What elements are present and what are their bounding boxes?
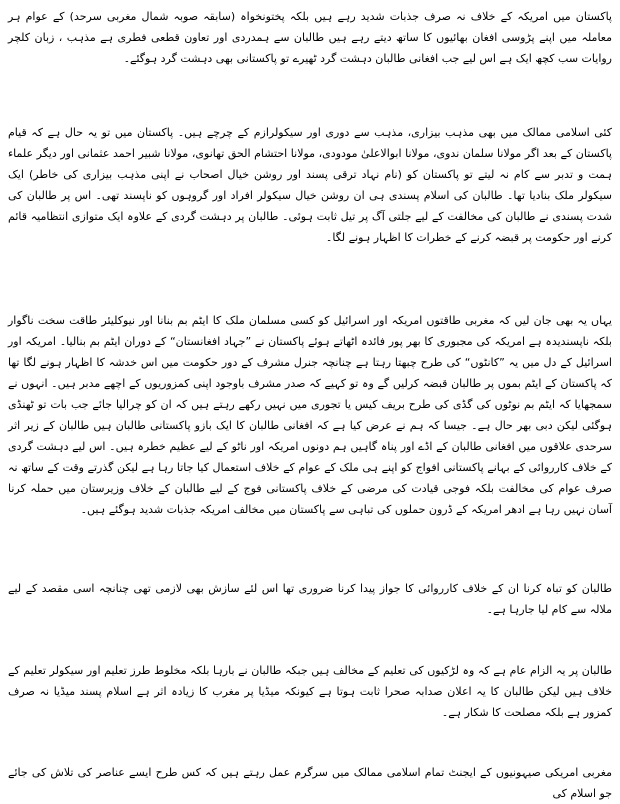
paragraph-3: یہاں یہ بھی جان لیں کہ مغربی طاقتوں امریکہ اور اسرائیل کو کسی مسلمان ملک کا ایٹم بم بنانا اور نیوکلیئر طاقت سخت ناگوار بلکہ ناپسندیدہ ہے امریکہ کی مجبوری کا بھر پور فائدہ اٹھاتے ہوئے پاکستان نے ”جہاد افغانستان“ کے دوران ایٹم بم بنالیا۔ امریکہ اور اسرائیل کے دل میں یہ ”کانٹوں“ کی طرح چبھتا رہتا ہے چنانچہ جنرل مشرف کے دور حکومت میں اس خدشہ کا اظہار ہونے لگا تھا کہ پاکستان کے ایٹم بموں پر طالبان قبضہ کرلیں گے وہ تو کہیے کہ صدر مشرف باوجود اپنی کمزوریوں کے اچھے مدبر ہیں۔ انہوں نے سمجھایا کہ ایٹم بم نوٹوں کی گڈی کی طرح بریف کیس یا تجوری میں نہیں رکھے رہتے ہیں کہ ان کو چرالیا جائے جب بات تو ٹھنڈی ہوگئی لیکن دبی بھر حال ہے۔ جیسا کہ ہم نے عرض کیا ہے کہ افغانی طالبان کا ایک بازو پاکستانی طالبان ہیں طالبان کے زیر اثر سرحدی علاقوں میں افغانی طالبان کے اڈے اور پناہ گاہیں ہم دونوں امریکہ اور ناٹو کے لیے عظیم خطرہ ہیں۔ اس لیے دہشت گردی کے خلاف کارروائی کے بہانے پاکستانی افواج کو اپنے ہی ملک کے عوام کے خلاف استعمال کیا جاتا رہا ہے لیکن گذرتے وقت کے ساتھ نہ صرف عوام کی مخالفت بلکہ فوجی قیادت کی مرضی کے خلاف پاکستانی فوج کے لیے طالبان کے خلاف وزیرستان میں حملہ کرنا آسان نہیں رہا ہے ادھر امریکہ کے ڈرون حملوں کی تباہی سے پاکستان میں مخالف امریکہ جذبات شدید ہوگئے ہیں۔ [8,314,612,516]
paragraph-4: طالبان کو تباہ کرنا ان کے خلاف کارروائی کا جواز پیدا کرنا ضروری تھا اس لئے سازش بھی لازمی تھی چنانچہ اسی مقصد کے لیے ملالہ سے کام لیا جارہا ہے۔ [8,582,612,616]
paragraph-2: کئی اسلامی ممالک میں بھی مذہب بیزاری، مذہب سے دوری اور سیکولرازم کے چرچے ہیں۔ پاکستان میں تو یہ حال ہے کہ قیام پاکستان کے بعد اگر مولانا سلمان ندوی، مولانا ابوالاعلیٰ مودودی، مولانا احتشام الحق تھانوی، مولانا شبیر احمد عثمانی اور دیگر علماء ہمت و تدبر سے کام نہ لیتے تو پاکستان کو (نام نہاد ترقی پسند اور روشن خیال اصحاب نے اپنی مذہب بیزاری کی خاطر) ایک سیکولر ملک بنادیا تھا۔ طالبان کی اسلام پسندی ہی ان روشن خیال سیکولر افراد اور گروہوں کو ناپسند تھی۔ اس پر طالبان کی شدت پسندی نے طالبان کی مخالفت کے لیے جلتی آگ پر تیل ثابت ہوئی۔ طالبان پر دہشت گردی کے علاوہ ایک متوازی انتظامیہ قائم کرنے اور حکومت پر قبضہ کرنے کے خطرات کا اظہار ہونے لگا۔ [8,126,612,244]
paragraph-1: پاکستان میں امریکہ کے خلاف نہ صرف جذبات شدید رہے ہیں بلکہ پختونخواہ (سابقہ صوبہ شمال مغربی سرحد) کے عوام ہر معاملہ میں اپنے پڑوسی افغان بھائیوں کا ساتھ دیتے رہے ہیں طالبان سے ہمدردی اور تعاون قطعی فطری ہے مذہب ، زبان کلچر روایات سب کچھ ایک ہے اس لیے جب افغانی طالبان دہشت گرد ٹھیرے تو پاکستانی بھی دہشت گرد ہوگئے۔ [8,10,612,65]
paragraph-5: طالبان پر یہ الزام عام ہے کہ وہ لڑکیوں کی تعلیم کے مخالف ہیں جبکہ طالبان نے بارہا بلکہ مخلوط طرز تعلیم اور سیکولر تعلیم کے خلاف ہیں لیکن طالبان کا یہ اعلان صدابہ صحرا ثابت ہوتا ہے کیونکہ میڈیا پر مغرب کا زیادہ اثر ہے اسلام پسند میڈیا نہ صرف کمزور ہے بلکہ مصلحت کا شکار ہے۔ [8,664,612,719]
paragraph-6: مغربی امریکی صیہونیوں کے ایجنٹ تمام اسلامی ممالک میں سرگرم عمل رہتے ہیں کہ کس طرح ایسے عناصر کی تلاش کی جائے جو اسلام کی [8,766,612,800]
